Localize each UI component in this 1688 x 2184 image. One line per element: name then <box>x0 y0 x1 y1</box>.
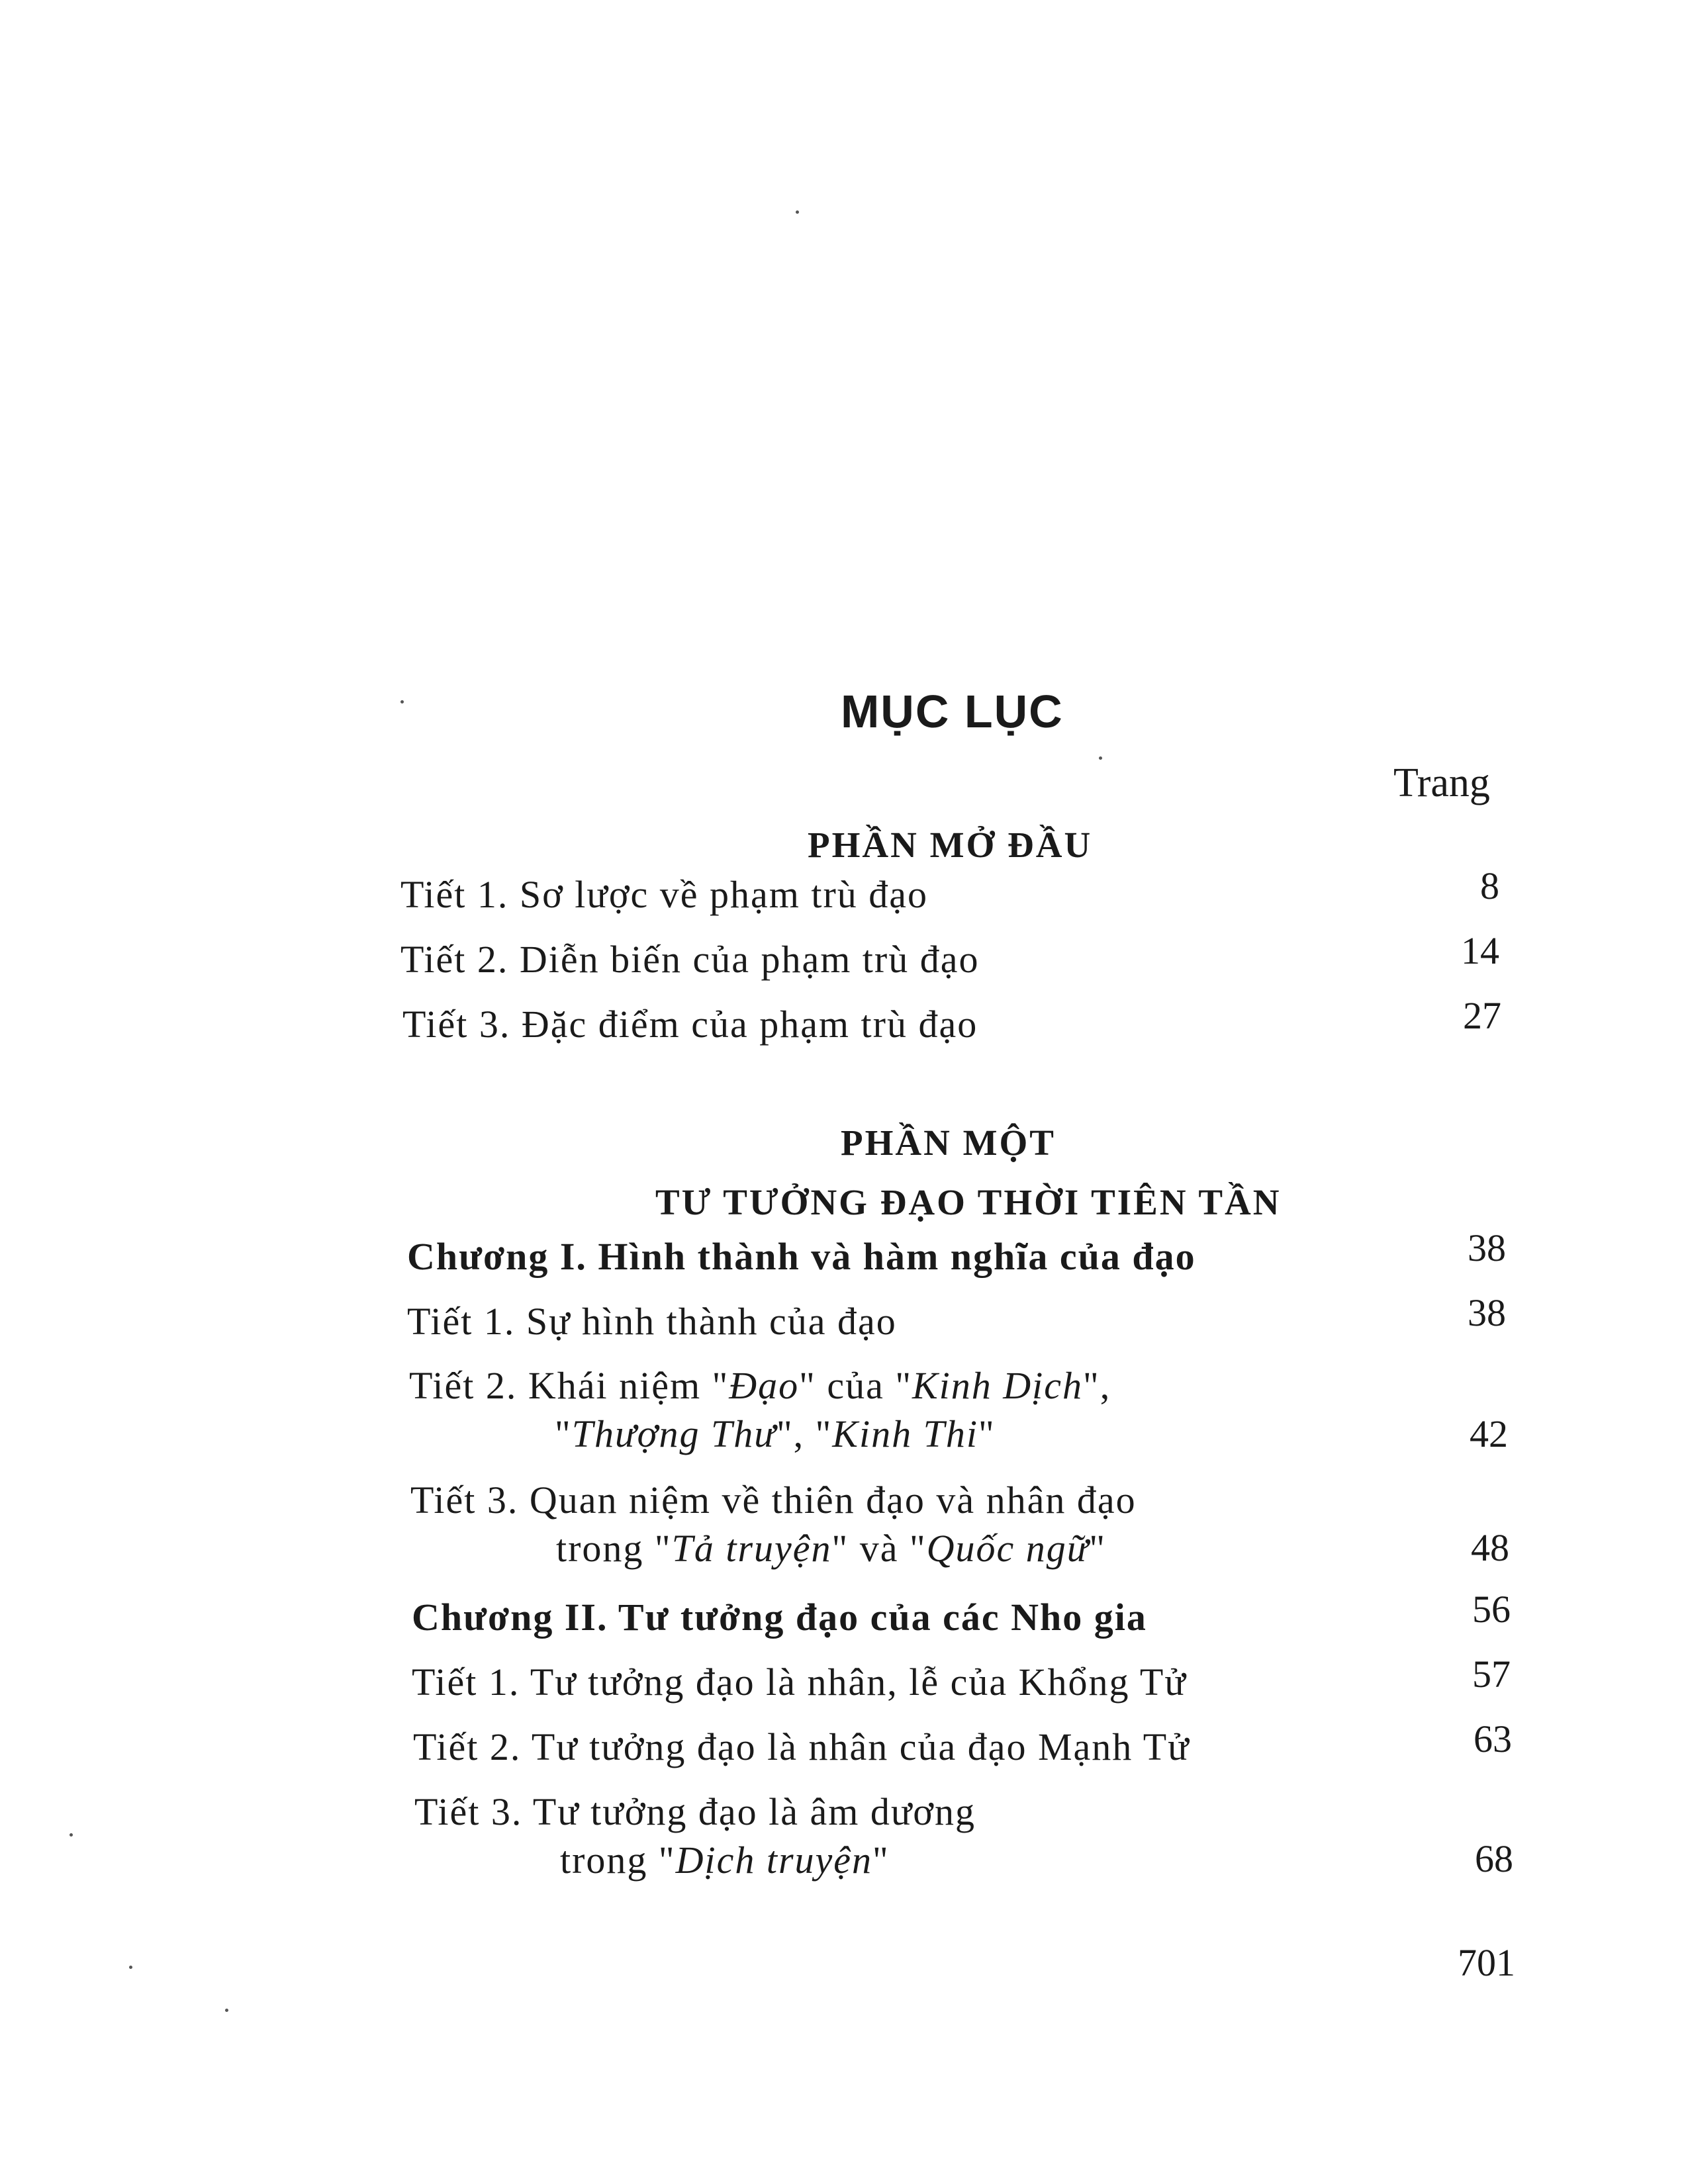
toc-entry-line2: trong "Tả truyện" và "Quốc ngữ" <box>556 1527 1107 1570</box>
toc-page-number: 63 <box>1474 1717 1512 1760</box>
part-heading-intro: PHẦN MỞ ĐẦU <box>808 825 1093 865</box>
toc-entry: Tiết 3. Đặc điểm của phạm trù đạo <box>402 1003 978 1046</box>
toc-entry: Tiết 1. Sự hình thành của đạo <box>407 1300 897 1343</box>
toc-chapter-entry: Chương II. Tư tưởng đạo của các Nho gia <box>412 1596 1147 1639</box>
toc-entry-multiline <box>414 1790 976 1882</box>
part-subtitle: TƯ TƯỞNG ĐẠO THỜI TIÊN TẦN <box>655 1182 1282 1222</box>
toc-entry-line1: Tiết 3. Tư tưởng đạo là âm dương <box>414 1790 976 1833</box>
scan-speck <box>1099 756 1102 760</box>
footer-page-number: 701 <box>1458 1941 1515 1984</box>
scan-speck <box>400 700 404 704</box>
toc-page-number: 14 <box>1461 929 1499 972</box>
toc-page-number: 48 <box>1471 1526 1509 1569</box>
toc-page-number: 27 <box>1463 994 1501 1037</box>
part-heading-one: PHẦN MỘT <box>841 1122 1056 1163</box>
scan-speck <box>796 210 799 214</box>
toc-entry-line2: "Thượng Thư", "Kinh Thi" <box>555 1412 996 1455</box>
toc-entry: Tiết 2. Tư tưởng đạo là nhân của đạo Mạnh Tử <box>413 1725 1190 1768</box>
scan-speck <box>70 1833 73 1837</box>
scan-speck <box>129 1966 132 1969</box>
page-column-label: Trang <box>1393 760 1490 805</box>
toc-chapter-entry: Chương I. Hình thành và hàm nghĩa của đạo <box>407 1235 1196 1278</box>
toc-entry-line1: Tiết 2. Khái niệm "Đạo" của "Kinh Dịch", <box>409 1364 1111 1407</box>
toc-entry-multiline <box>410 1478 1137 1570</box>
toc-entry-multiline <box>409 1363 1111 1456</box>
toc-page-number: 68 <box>1475 1837 1513 1880</box>
toc-page-number: 8 <box>1480 864 1499 907</box>
toc-entry-line1: Tiết 3. Quan niệm về thiên đạo và nhân đạo <box>410 1479 1137 1522</box>
toc-page-number: 42 <box>1470 1412 1508 1455</box>
toc-entry: Tiết 1. Tư tưởng đạo là nhân, lễ của Khổng Tử <box>412 1661 1187 1704</box>
toc-entry: Tiết 1. Sơ lược về phạm trù đạo <box>400 873 929 916</box>
toc-page-number: 38 <box>1468 1291 1506 1334</box>
page-title: MỤC LỤC <box>841 686 1064 737</box>
toc-entry: Tiết 2. Diễn biến của phạm trù đạo <box>400 938 980 981</box>
toc-page-number: 38 <box>1468 1226 1506 1269</box>
scan-speck <box>225 2009 228 2012</box>
toc-page-number: 56 <box>1472 1588 1511 1631</box>
toc-entry-line2: trong "Dịch truyện" <box>560 1839 890 1882</box>
toc-page-number: 57 <box>1472 1653 1511 1696</box>
